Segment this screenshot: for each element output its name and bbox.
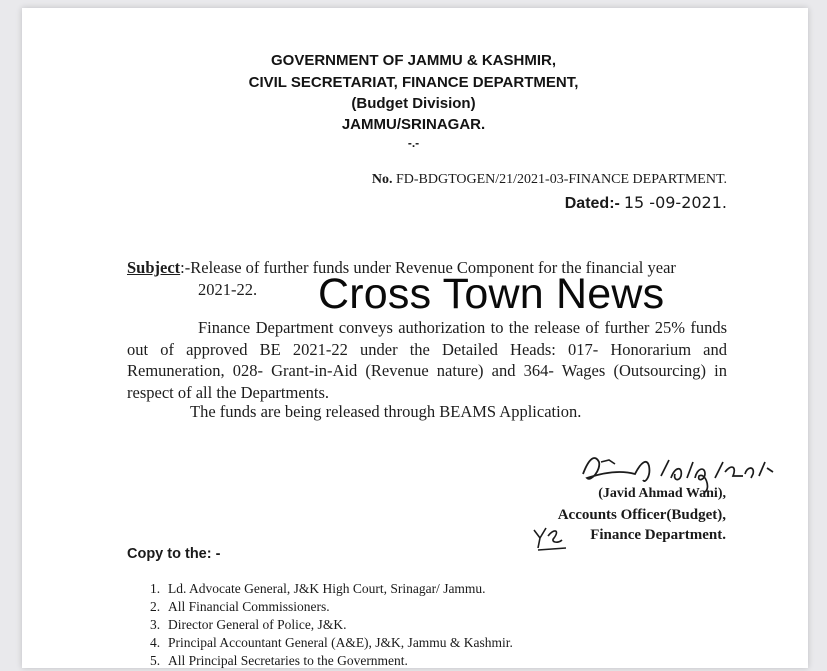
signatory-designation: Accounts Officer(Budget),	[557, 507, 726, 523]
header-division: (Budget Division)	[351, 95, 476, 112]
dated-label: Dated:-	[564, 195, 620, 212]
list-item-text: Principal Accountant General (A&E), J&K, Jammu & Kashmir.	[168, 635, 513, 650]
dated-value: 15 -09-2021.	[623, 193, 727, 212]
signatory-name: (Javid Ahmad Wani),	[598, 486, 726, 501]
list-item-text: All Principal Secretaries to the Government.	[168, 653, 408, 668]
list-item	[150, 653, 513, 671]
dated-line	[565, 193, 727, 213]
watermark-text: Cross Town News	[318, 270, 665, 318]
header-government: GOVERNMENT OF JAMMU & KASHMIR,	[271, 52, 556, 69]
body-paragraph-1	[127, 317, 727, 403]
list-item-number: 5.	[150, 653, 161, 668]
list-item-text: Director General of Police, J&K.	[168, 617, 347, 632]
subject-text: :-Release of further funds under Revenue Component for the financial year	[180, 258, 676, 277]
signatory-department: Finance Department.	[590, 527, 726, 543]
initials-icon	[530, 522, 574, 556]
list-item	[150, 599, 513, 617]
header-secretariat: CIVIL SECRETARIAT, FINANCE DEPARTMENT,	[248, 74, 579, 91]
subject-continuation: 2021-22.	[198, 280, 258, 299]
list-item-number: 3.	[150, 617, 161, 632]
list-item	[150, 635, 513, 653]
list-item-number: 1.	[150, 581, 161, 596]
body-paragraph-2: The funds are being released through BEAMS Application.	[190, 402, 582, 421]
body-paragraph-1-text: Finance Department conveys authorization to the release of further 25% funds out of approved BE 2021-22 under the Detailed Heads: 017- Honorarium and Remuneration, 028- Grant-in-Aid (Revenue nature) and 364- Wages (Outsourcing) in respect of all the Departments.	[127, 318, 727, 402]
list-item-text: Ld. Advocate General, J&K High Court, Srinagar/ Jammu.	[168, 581, 486, 596]
header-location: JAMMU/SRINAGAR.	[341, 116, 486, 133]
list-item	[150, 617, 513, 635]
list-item	[150, 581, 513, 599]
reference-number	[372, 172, 727, 188]
list-item-text: All Financial Commissioners.	[168, 599, 330, 614]
reference-number-label: No.	[371, 172, 393, 187]
reference-number-value: FD-BDGTOGEN/21/2021-03-FINANCE DEPARTMENT.	[395, 172, 727, 187]
header-separator: -.-	[407, 136, 420, 150]
copy-to-heading: Copy to the: -	[127, 546, 221, 562]
subject-label: Subject	[127, 258, 181, 277]
list-item-number: 4.	[150, 635, 161, 650]
list-item-number: 2.	[150, 599, 161, 614]
